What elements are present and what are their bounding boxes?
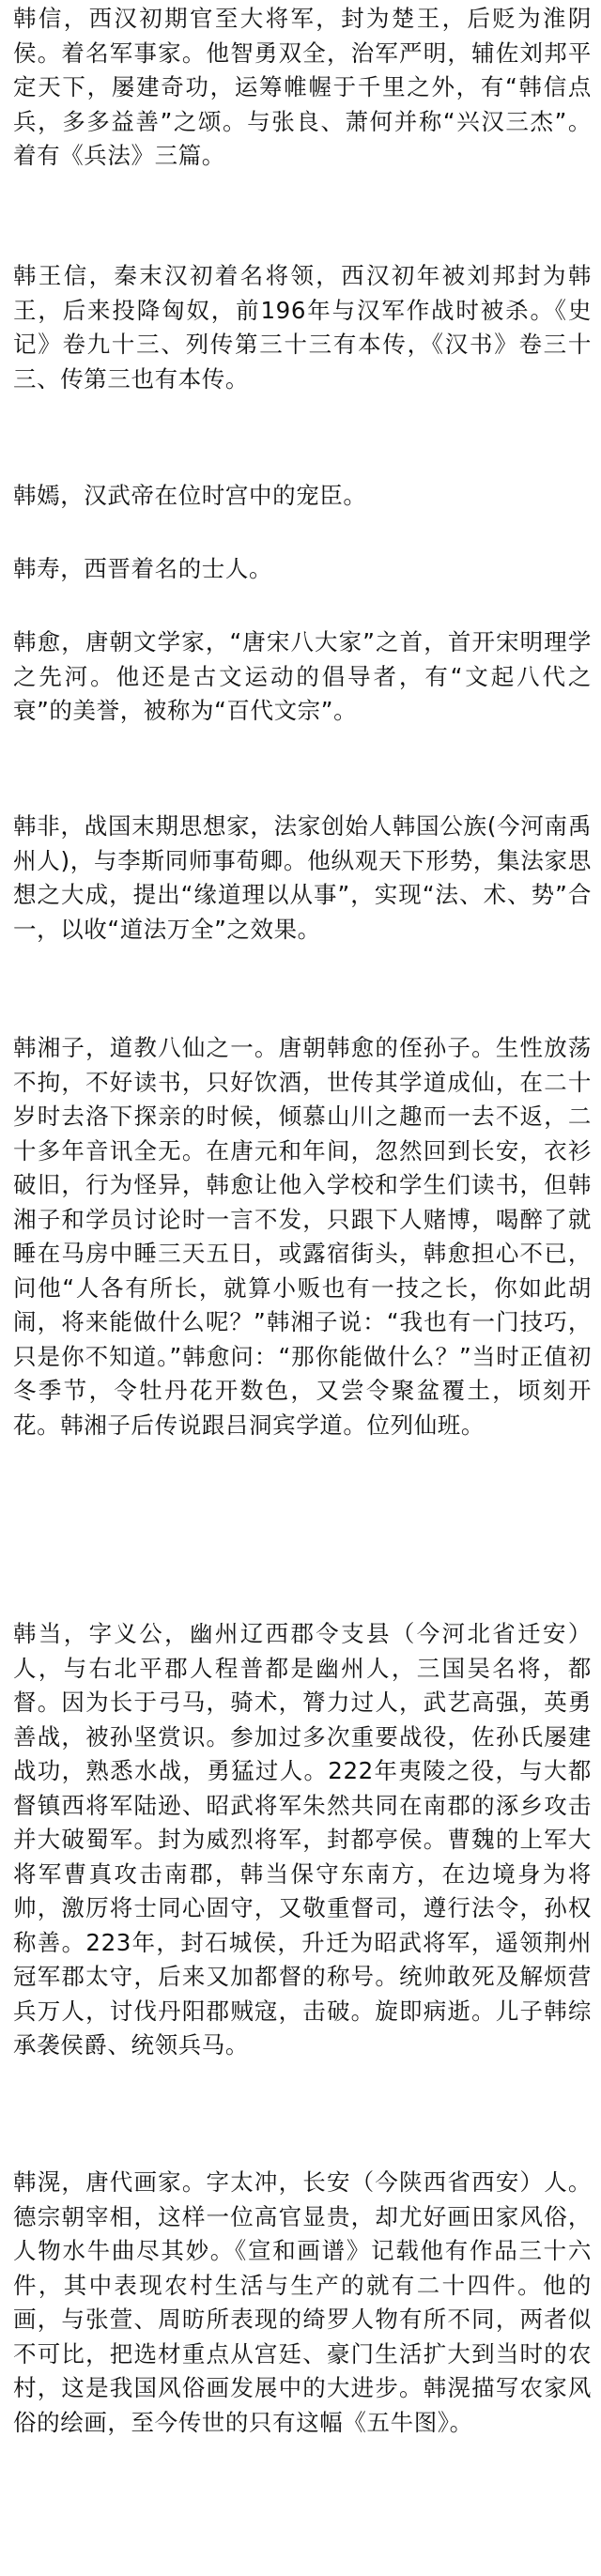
entry-han-yan: 韩嫣，汉武帝在位时宫中的宠臣。 bbox=[13, 482, 367, 509]
entry-han-huang: 韩滉，唐代画家。字太冲，长安（今陕西省西安）人。德宗朝宰相，这样一位高官显贵，却尤好画田家风俗，人物水牛曲尽其妙。《宣和画谱》记载他有作品三十六件，其中表现农村生活与生产的就有二十四件。他的画，与张萱、周昉所表现的绮罗人物有所不同，两者似不可比，把选材重点从宫廷、豪门生活扩大到当时的农村，这是我国风俗画发展中的大进步。韩滉描写农家风俗的绘画，至今传世的只有这幅《五牛图》。 bbox=[13, 2168, 592, 2436]
entry-han-shou: 韩寿，西晋着名的士人。 bbox=[13, 555, 273, 582]
entry-han-wang-xin: 韩王信，秦末汉初着名将领，西汉初年被刘邦封为韩王，后来投降匈奴，前196年与汉军作战时被杀。《史记》卷九十三、列传第三十三有本传，《汉书》卷三十三、传第三也有本传。 bbox=[13, 262, 592, 393]
entry-han-yu: 韩愈，唐朝文学家，“唐宋八大家”之首，首开宋明理学之先河。他还是古文运动的倡导者，有“文起八代之衰”的美誉，被称为“百代文宗”。 bbox=[13, 628, 592, 724]
entry-han-dang: 韩当，字义公，幽州辽西郡令支县（今河北省迁安）人，与右北平郡人程普都是幽州人，三国吴名将，都督。因为长于弓马，骑术，膂力过人，武艺高强，英勇善战，被孙坚赏识。参加过多次重要战役，佐孙氏屡建战功，熟悉水战，勇猛过人。222年夷陵之役，与大都督镇西将军陆逊、昭武将军朱然共同在南郡的涿乡攻击并大破蜀军。封为威烈将军，封都亭侯。曹魏的上军大将军曹真攻击南郡，韩当保守东南方，在边境身为将帅，激厉将士同心固守，又敬重督司，遵行法令，孙权称善。223年，封石城侯，升迁为昭武将军，遥领荆州冠军郡太守，后来又加都督的称号。统帅敢死及解烦营兵万人，讨伐丹阳郡贼寇，击破。旋即病逝。儿子韩综承袭侯爵、统领兵马。 bbox=[13, 1620, 592, 2059]
entry-han-fei: 韩非，战国末期思想家，法家创始人韩国公族(今河南禹州人)，与李斯同师事荀卿。他纵观天下形势，集法家思想之大成，提出“缘道理以从事”，实现“法、术、势”合一，以收“道法万全”之效果。 bbox=[13, 812, 592, 943]
entry-han-xiangzi: 韩湘子，道教八仙之一。唐朝韩愈的侄孙子。生性放荡不拘，不好读书，只好饮酒，世传其学道成仙，在二十岁时去洛下探亲的时候，倾慕山川之趣而一去不返，二十多年音讯全无。在唐元和年间，忽然回到长安，衣衫破旧，行为怪异，韩愈让他入学校和学生们读书，但韩湘子和学员讨论时一言不发，只跟下人赌博，喝醉了就睡在马房中睡三天五日，或露宿街头，韩愈担心不已，问他“人各有所长，就算小贩也有一技之长，你如此胡闹，将来能做什么呢？”韩湘子说：“我也有一门技巧，只是你不知道。”韩愈问：“那你能做什么？”当时正值初冬季节，令牡丹花开数色，又尝令聚盆覆土，顷刻开花。韩湘子后传说跟吕洞宾学道。位列仙班。 bbox=[13, 1034, 592, 1439]
entry-han-xin: 韩信，西汉初期官至大将军，封为楚王，后贬为淮阴侯。着名军事家。他智勇双全，治军严明，辅佐刘邦平定天下，屡建奇功，运筹帷幄于千里之外，有“韩信点兵，多多益善”之颂。与张良、萧何并称“兴汉三杰”。着有《兵法》三篇。 bbox=[13, 5, 592, 169]
